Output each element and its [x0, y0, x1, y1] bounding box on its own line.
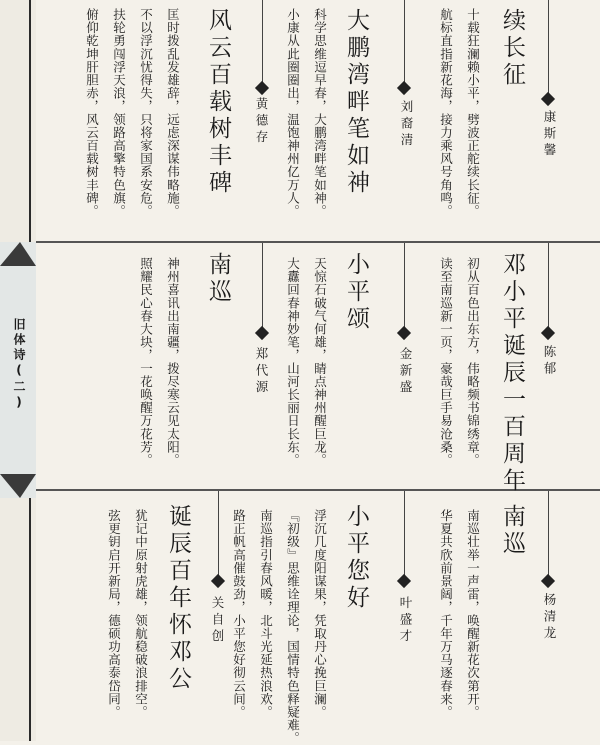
- diamond-bullet-icon: [211, 574, 225, 588]
- poem-line: 大纛回春神妙笔，山河长丽日长东。: [285, 257, 301, 467]
- poem-title: 小平颂: [343, 252, 369, 333]
- poem-line: 航标直指新花海，接力乘风号角鸣。: [438, 8, 454, 218]
- poem-title: 续长征: [499, 8, 525, 89]
- poem-line: 弦更钥启开新局，德硕功高泰岱同。: [106, 509, 122, 719]
- diamond-bullet-icon: [541, 326, 555, 340]
- poem-author: 黄德存: [254, 97, 269, 147]
- poem-line: 十载狂澜赖小平，劈波正舵续长征。: [465, 8, 481, 218]
- poem-line: 初从百色出东方，伟略频书锦绣章。: [465, 257, 481, 467]
- poem-line: 照耀民心春大块，一花唤醒万花芳。: [138, 257, 154, 467]
- diamond-bullet-icon: [541, 574, 555, 588]
- author-connector-line: [262, 0, 263, 83]
- poem-title: 大鹏湾畔笔如神: [343, 8, 369, 197]
- author-connector-line: [548, 243, 549, 328]
- diamond-bullet-icon: [255, 81, 269, 95]
- author-connector-line: [218, 491, 219, 576]
- poem-line: 小康从此圈圈出，温饱神州亿万人。: [285, 8, 301, 218]
- poem-title: 邓小平诞辰一百周年: [499, 252, 525, 495]
- poem-line: 南巡壮举一声雷，唤醒新花次第开。: [465, 509, 481, 719]
- diamond-bullet-icon: [255, 326, 269, 340]
- poem-author: 关自创: [210, 596, 225, 646]
- poem-title: 风云百载树丰碑: [205, 8, 231, 197]
- poem-line: 科学思维逗早春，大鹏湾畔笔如神。: [312, 8, 328, 218]
- section-tab-bottom-arrow: [0, 474, 36, 498]
- diamond-bullet-icon: [397, 81, 411, 95]
- diamond-bullet-icon: [397, 574, 411, 588]
- poem-line: 读至南巡新一页，豪哉巨手易沧桑。: [438, 257, 454, 467]
- poem-line: 华夏共欣前景阔，千年万马逐春来。: [438, 509, 454, 719]
- poem-author: 陈郁: [542, 345, 557, 378]
- poem-line: 俯仰乾坤肝胆赤，风云百载树丰碑。: [84, 8, 100, 218]
- poem-author: 康斯馨: [542, 110, 557, 160]
- author-connector-line: [404, 243, 405, 328]
- poem-author: 杨清龙: [542, 593, 557, 643]
- poem-title: 诞辰百年怀邓公: [165, 504, 191, 693]
- poem-line: 匡时拨乱发雄辞，远虑深谋伟略施。: [165, 8, 181, 218]
- poem-line: 犹记中原射虎雄，领航稳破浪排空。: [133, 509, 149, 719]
- author-connector-line: [404, 0, 405, 83]
- diamond-bullet-icon: [541, 92, 555, 106]
- section-label: 旧体诗(二): [12, 318, 26, 412]
- poem-line: 神州喜讯出南疆，拨尽寒云见太阳。: [165, 257, 181, 467]
- poem-author: 刘裔清: [399, 100, 414, 150]
- author-connector-line: [548, 0, 549, 94]
- author-connector-line: [548, 491, 549, 576]
- poem-author: 郑代源: [254, 347, 269, 397]
- poem-author: 叶盛才: [398, 596, 413, 646]
- poem-line: 扶轮勇闯浮天浪，领路高擎特色旗。: [111, 8, 127, 218]
- diamond-bullet-icon: [397, 326, 411, 340]
- author-connector-line: [404, 491, 405, 576]
- poem-line: 『初级』思维诠理论，国情特色释疑难。: [285, 509, 301, 745]
- poem-author: 金新盛: [398, 347, 413, 397]
- author-connector-line: [262, 243, 263, 328]
- row-divider: [36, 241, 600, 243]
- poem-line: 路正帆高催鼓劲，小平您好彻云间。: [231, 509, 247, 719]
- section-tab-top-arrow: [0, 242, 36, 266]
- poem-title: 南巡: [205, 252, 231, 306]
- poem-title: 南巡: [499, 504, 525, 558]
- poem-line: 浮沉几度阳谋果，凭取丹心挽巨澜。: [312, 509, 328, 719]
- poem-title: 小平您好: [343, 504, 369, 612]
- poem-line: 天惊石破气何雄，睛点神州醒巨龙。: [312, 257, 328, 467]
- poem-line: 不以浮沉忧得失，只将家国系安危。: [138, 8, 154, 218]
- poem-line: 南巡指引春风暖，北斗光延热浪欢。: [258, 509, 274, 719]
